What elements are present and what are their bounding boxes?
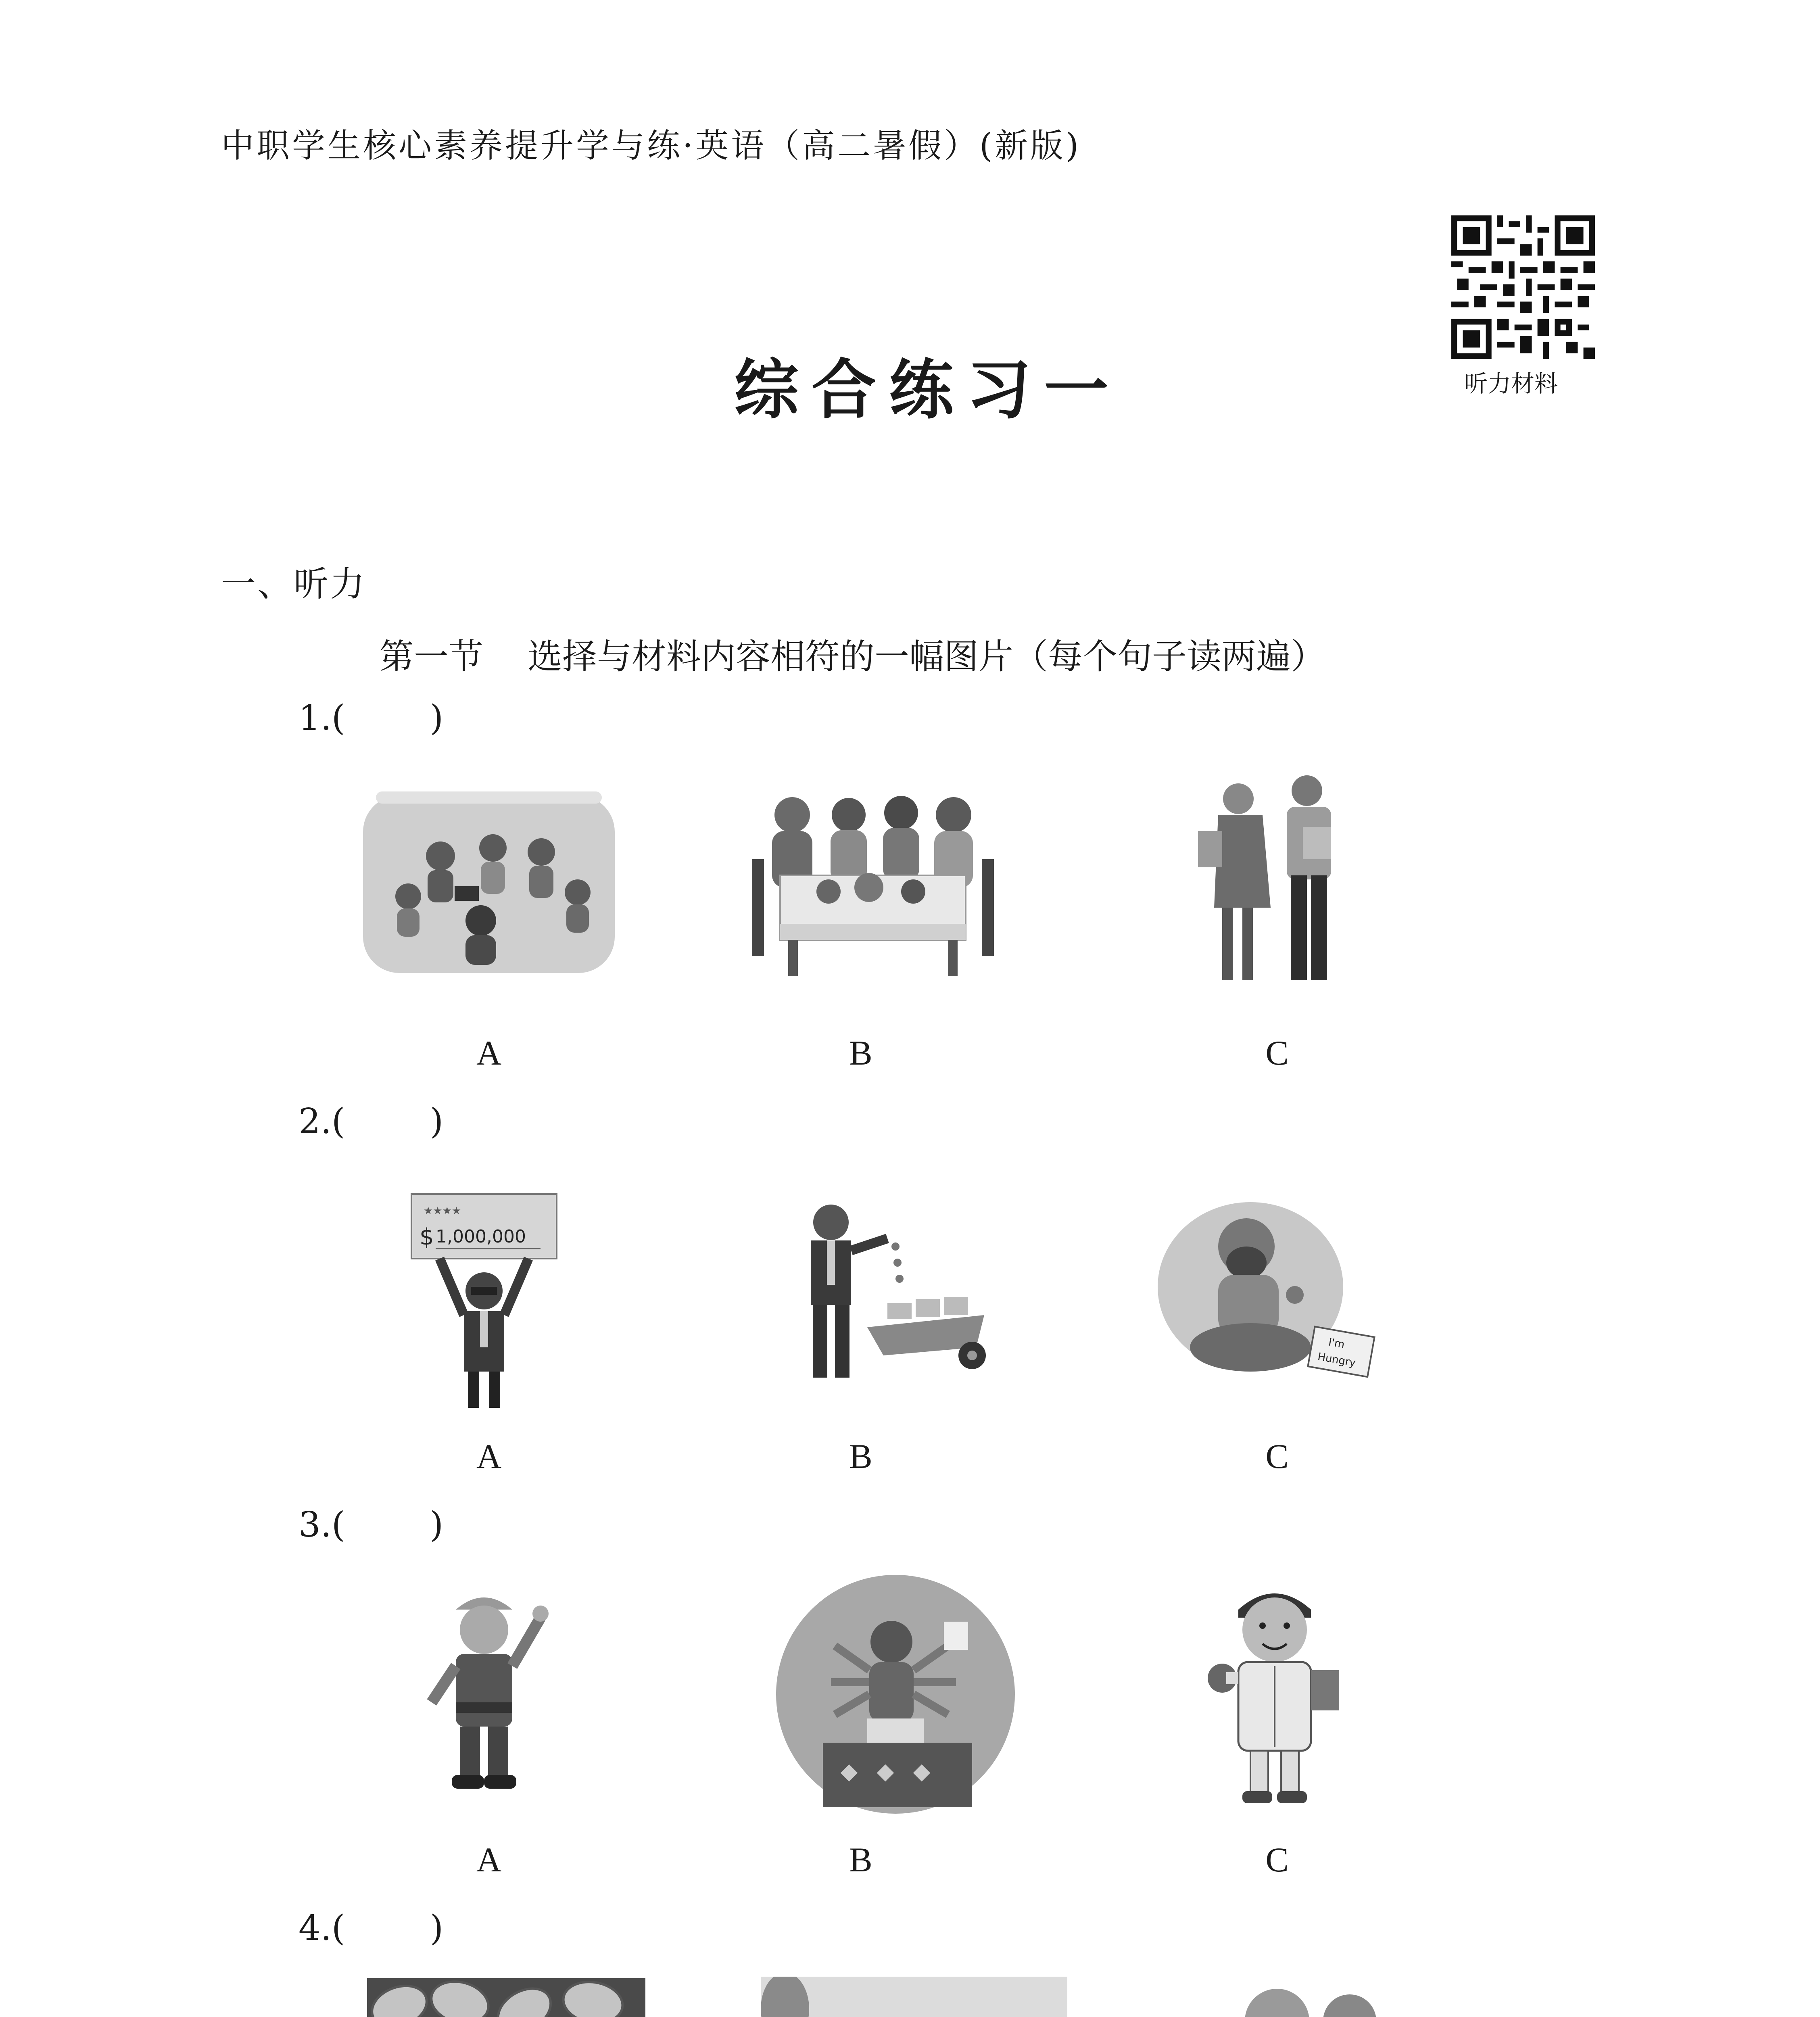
- q1-option-c-label: C: [1265, 1034, 1289, 1072]
- q3-option-a-label: A: [476, 1840, 502, 1879]
- q1-option-b-label: B: [849, 1034, 872, 1072]
- q2-option-b-picture[interactable]: [774, 1194, 1000, 1388]
- sign-text-line2: Hungry: [1317, 1351, 1357, 1370]
- q2-option-a-picture[interactable]: [403, 1170, 565, 1412]
- qr-code[interactable]: [1451, 215, 1595, 359]
- q3-option-c-picture[interactable]: [1194, 1573, 1355, 1807]
- q3-option-c-label: C: [1265, 1840, 1289, 1879]
- question-number-2: 2.( ): [298, 1101, 444, 1142]
- q4-option-a-picture[interactable]: [367, 1978, 645, 2017]
- subsection-name: 第一节: [379, 637, 483, 677]
- q2-option-c-picture[interactable]: [1154, 1194, 1388, 1388]
- q2-option-b-label: B: [849, 1437, 872, 1476]
- q3-option-a-picture[interactable]: [411, 1581, 557, 1799]
- running-header: 中职学生核心素养提升学与练·英语（高二暑假）(新版): [221, 127, 1081, 165]
- question-number-1: 1.( ): [298, 698, 444, 738]
- q2-option-c-label: C: [1265, 1437, 1289, 1476]
- question-number-3: 3.( ): [298, 1505, 444, 1545]
- q1-option-b-picture[interactable]: [748, 791, 998, 980]
- page-title: 综合练习一: [734, 352, 1122, 428]
- subsection-instruction: 选择与材料内容相符的一幅图片（每个句子读两遍）: [528, 637, 1325, 677]
- svg-text:$: $: [420, 1224, 434, 1250]
- question-number-4: 4.( ): [298, 1908, 444, 1948]
- q2-option-a-label: A: [476, 1437, 502, 1476]
- q4-option-c-picture[interactable]: [1160, 1977, 1451, 2017]
- check-amount: 1,000,000: [436, 1226, 526, 1247]
- qr-caption: 听力材料: [1464, 370, 1558, 397]
- q3-option-b-label: B: [849, 1840, 872, 1879]
- q4-option-b-picture[interactable]: [761, 1977, 1067, 2017]
- qr-code-icon: [1451, 215, 1595, 359]
- q1-option-a-picture[interactable]: [360, 787, 618, 979]
- q1-option-c-picture[interactable]: [1194, 775, 1363, 992]
- q3-option-b-picture[interactable]: [774, 1573, 1016, 1815]
- q1-option-a-label: A: [476, 1034, 502, 1072]
- sign-text-line1: I'm: [1327, 1336, 1346, 1351]
- subsection-heading: [379, 628, 1325, 679]
- section-heading: 一、听力: [221, 564, 366, 604]
- svg-text:★★★★: ★★★★: [424, 1205, 461, 1217]
